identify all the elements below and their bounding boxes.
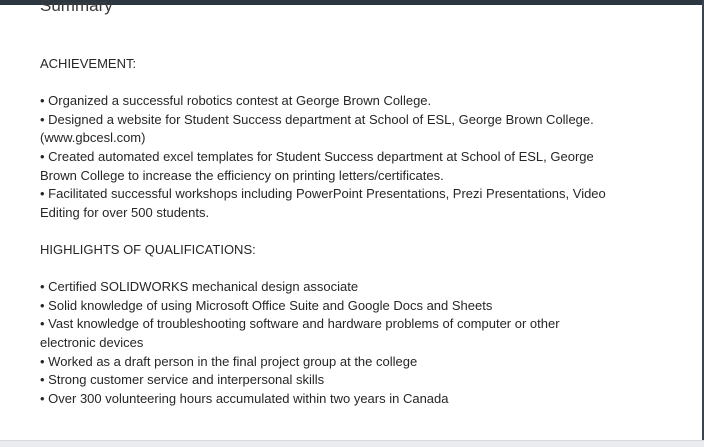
- qualification-line: electronic devices: [40, 334, 144, 350]
- qualifications-list: [40, 278, 670, 408]
- section-spacer: [40, 222, 670, 241]
- achievement-line: (www.gbcesl.com): [40, 130, 146, 146]
- achievement-list: [40, 92, 670, 222]
- achievement-line: • Created automated excel templates for Student Success department at School of ESL, George: [40, 148, 594, 164]
- section-title: Summary: [40, 0, 113, 15]
- qualification-line: • Solid knowledge of using Microsoft Office Suite and Google Docs and Sheets: [40, 297, 493, 313]
- achievement-heading: ACHIEVEMENT:: [40, 56, 137, 71]
- qualification-line: • Over 300 volunteering hours accumulated within two years in Canada: [40, 390, 449, 406]
- achievement-line: • Organized a successful robotics contest at George Brown College.: [40, 93, 432, 109]
- achievement-line: • Facilitated successful workshops including PowerPoint Presentations, Prezi Presentations, Video: [40, 186, 606, 202]
- achievement-line: Brown College to increase the efficiency on printing letters/certificates.: [40, 167, 444, 183]
- qualification-line: • Strong customer service and interpersonal skills: [40, 372, 325, 388]
- bottom-page-edge: [0, 440, 704, 447]
- qualification-line: • Vast knowledge of troubleshooting software and hardware problems of computer or other: [40, 316, 560, 332]
- qualification-line: • Certified SOLIDWORKS mechanical design associate: [40, 279, 359, 295]
- summary-content: [40, 55, 670, 408]
- qualifications-heading: HIGHLIGHTS OF QUALIFICATIONS:: [40, 241, 256, 257]
- achievement-line: Editing for over 500 students.: [40, 204, 210, 220]
- achievement-line: • Designed a website for Student Success department at School of ESL, George Brown College.: [40, 111, 594, 127]
- qualification-line: • Worked as a draft person in the final project group at the college: [40, 353, 418, 369]
